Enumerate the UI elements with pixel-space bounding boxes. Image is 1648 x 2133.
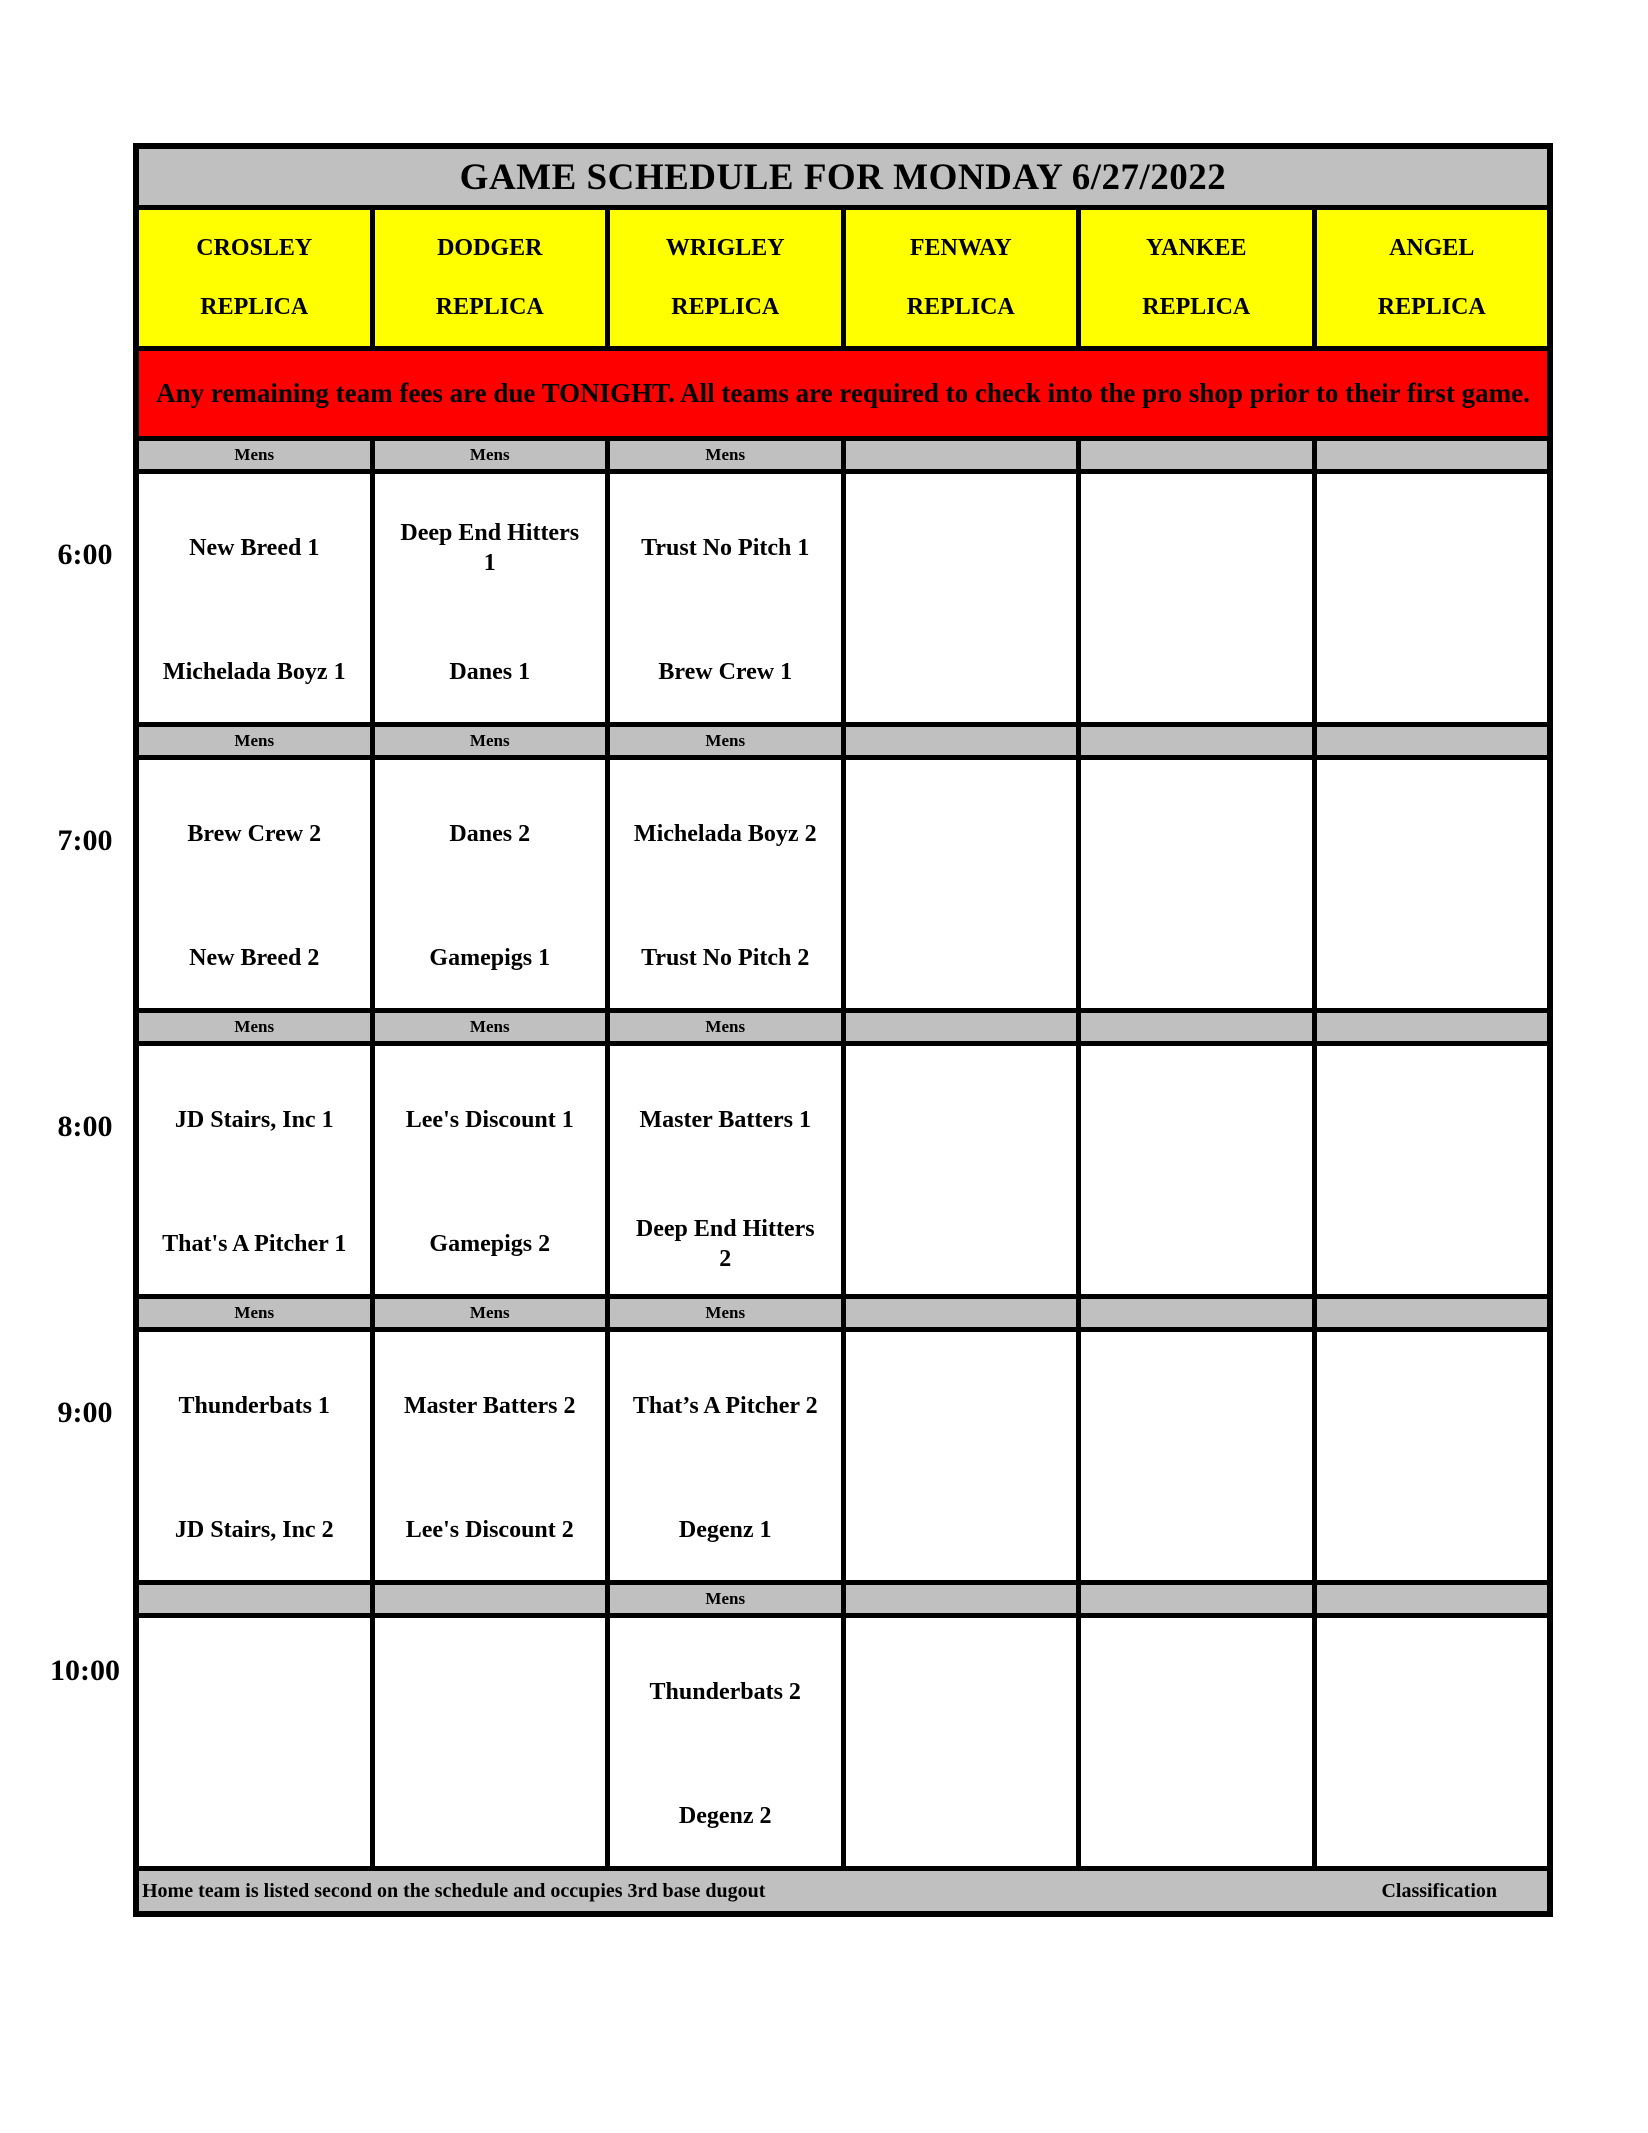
away-team: Michelada Boyz 2 xyxy=(633,821,817,847)
division-band-cell xyxy=(846,1299,1082,1327)
home-team: Lee's Discount 2 xyxy=(405,1517,574,1543)
division-band-row xyxy=(139,1585,1547,1618)
field-type: REPLICA xyxy=(671,294,780,320)
away-team: Master Batters 1 xyxy=(639,1107,811,1133)
field-column-header xyxy=(846,210,1082,346)
game-cell xyxy=(1081,760,1317,1008)
division-band-row xyxy=(139,441,1547,474)
game-row xyxy=(139,1332,1547,1585)
field-name: ANGEL xyxy=(1389,235,1475,261)
field-name: DODGER xyxy=(437,235,543,261)
game-cell xyxy=(610,1618,846,1866)
game-cell xyxy=(1081,1046,1317,1294)
division-band-cell: Mens xyxy=(610,727,846,755)
division-band-cell: Mens xyxy=(375,441,611,469)
division-band-cell: Mens xyxy=(610,1299,846,1327)
game-cell xyxy=(1317,1618,1548,1866)
game-cell xyxy=(139,474,375,722)
home-team: Michelada Boyz 1 xyxy=(162,659,346,685)
division-band-cell: Mens xyxy=(610,441,846,469)
game-cell xyxy=(139,1332,375,1580)
away-team: Brew Crew 2 xyxy=(187,821,322,847)
game-cell xyxy=(375,1332,611,1580)
game-cell xyxy=(610,474,846,722)
home-team: JD Stairs, Inc 2 xyxy=(174,1517,334,1543)
division-band-cell: Mens xyxy=(139,727,375,755)
game-row xyxy=(139,1046,1547,1299)
footer-classification-label: Classification xyxy=(1381,1879,1497,1902)
away-team: Lee's Discount 1 xyxy=(405,1107,574,1133)
field-column-header xyxy=(1081,210,1317,346)
field-name: WRIGLEY xyxy=(665,235,785,261)
game-cell xyxy=(139,1046,375,1294)
game-cell xyxy=(610,1046,846,1294)
game-cell xyxy=(610,1332,846,1580)
game-cell xyxy=(1081,474,1317,722)
division-band-cell: Mens xyxy=(139,1299,375,1327)
division-band-cell xyxy=(1081,441,1317,469)
division-band-cell xyxy=(1081,1013,1317,1041)
division-band-cell: Mens xyxy=(610,1013,846,1041)
division-band-cell: Mens xyxy=(139,441,375,469)
division-band-row xyxy=(139,1299,1547,1332)
time-label: 6:00 xyxy=(57,538,113,571)
division-band-row xyxy=(139,727,1547,760)
game-schedule-table xyxy=(133,143,1553,1917)
away-team: Thunderbats 1 xyxy=(178,1393,330,1419)
home-team: That's A Pitcher 1 xyxy=(162,1231,347,1257)
division-band-cell: Mens xyxy=(375,1013,611,1041)
game-cell xyxy=(1081,1618,1317,1866)
game-row xyxy=(139,474,1547,727)
footer-bar xyxy=(139,1871,1547,1911)
division-band-cell: Mens xyxy=(375,1299,611,1327)
division-band-cell xyxy=(1317,1299,1548,1327)
schedule-title: GAME SCHEDULE FOR MONDAY 6/27/2022 xyxy=(139,149,1547,210)
time-slot-rows xyxy=(139,441,1547,1871)
division-band-cell xyxy=(846,727,1082,755)
game-cell xyxy=(1317,474,1548,722)
away-team: New Breed 1 xyxy=(189,535,320,561)
field-column-header xyxy=(139,210,375,346)
field-name: YANKEE xyxy=(1146,235,1247,261)
game-cell xyxy=(1317,760,1548,1008)
field-type: REPLICA xyxy=(435,294,544,320)
home-team: Trust No Pitch 2 xyxy=(641,945,810,971)
time-label: 9:00 xyxy=(57,1396,113,1429)
game-cell xyxy=(375,760,611,1008)
away-team: That’s A Pitcher 2 xyxy=(632,1393,818,1419)
home-team: Danes 1 xyxy=(449,659,531,685)
division-band-cell xyxy=(139,1585,375,1613)
home-team: Degenz 1 xyxy=(678,1517,772,1543)
home-team: Deep End Hitters 2 xyxy=(635,1216,815,1272)
division-band-cell xyxy=(846,1013,1082,1041)
home-team: Gamepigs 1 xyxy=(429,945,551,971)
game-cell xyxy=(1317,1332,1548,1580)
game-cell xyxy=(610,760,846,1008)
division-band-cell xyxy=(1081,727,1317,755)
away-team: Master Batters 2 xyxy=(404,1393,576,1419)
division-band-cell xyxy=(846,1585,1082,1613)
home-team: Gamepigs 2 xyxy=(429,1231,551,1257)
game-cell xyxy=(846,760,1082,1008)
division-band-cell xyxy=(1317,727,1548,755)
notice-banner: Any remaining team fees are due TONIGHT. All teams are required to check into the pro shop prior to their first game. xyxy=(139,351,1547,441)
field-name: CROSLEY xyxy=(196,235,313,261)
away-team: Trust No Pitch 1 xyxy=(641,535,810,561)
division-band-cell: Mens xyxy=(375,727,611,755)
home-team: New Breed 2 xyxy=(189,945,320,971)
division-band-cell: Mens xyxy=(139,1013,375,1041)
game-cell xyxy=(846,1332,1082,1580)
game-cell xyxy=(846,474,1082,722)
field-column-header xyxy=(610,210,846,346)
field-type: REPLICA xyxy=(1142,294,1251,320)
home-team: Degenz 2 xyxy=(678,1803,772,1829)
away-team: Thunderbats 2 xyxy=(649,1679,801,1705)
game-cell xyxy=(846,1046,1082,1294)
game-cell xyxy=(375,1618,611,1866)
division-band-cell xyxy=(1317,441,1548,469)
away-team: Danes 2 xyxy=(449,821,531,847)
division-band-cell xyxy=(1317,1013,1548,1041)
game-cell xyxy=(139,760,375,1008)
division-band-row xyxy=(139,1013,1547,1046)
field-type: REPLICA xyxy=(1377,294,1486,320)
division-band-cell xyxy=(1081,1585,1317,1613)
game-cell xyxy=(846,1618,1082,1866)
field-column-header xyxy=(1317,210,1548,346)
time-label: 7:00 xyxy=(57,824,113,857)
game-cell xyxy=(139,1618,375,1866)
game-row xyxy=(139,760,1547,1013)
game-cell xyxy=(1317,1046,1548,1294)
game-cell xyxy=(375,1046,611,1294)
game-cell xyxy=(375,474,611,722)
division-band-cell: Mens xyxy=(610,1585,846,1613)
division-band-cell xyxy=(1317,1585,1548,1613)
time-label: 10:00 xyxy=(50,1654,120,1687)
field-type: REPLICA xyxy=(200,294,309,320)
division-band-cell xyxy=(846,441,1082,469)
away-team: Deep End Hitters 1 xyxy=(400,520,580,576)
division-band-cell xyxy=(1081,1299,1317,1327)
game-row xyxy=(139,1618,1547,1871)
footer-note: Home team is listed second on the schedule and occupies 3rd base dugout xyxy=(142,1879,766,1902)
field-header-row xyxy=(139,210,1547,351)
game-cell xyxy=(1081,1332,1317,1580)
division-band-cell xyxy=(375,1585,611,1613)
time-label: 8:00 xyxy=(57,1110,113,1143)
away-team: JD Stairs, Inc 1 xyxy=(174,1107,334,1133)
field-name: FENWAY xyxy=(909,235,1012,261)
field-type: REPLICA xyxy=(906,294,1015,320)
field-column-header xyxy=(375,210,611,346)
home-team: Brew Crew 1 xyxy=(658,659,793,685)
